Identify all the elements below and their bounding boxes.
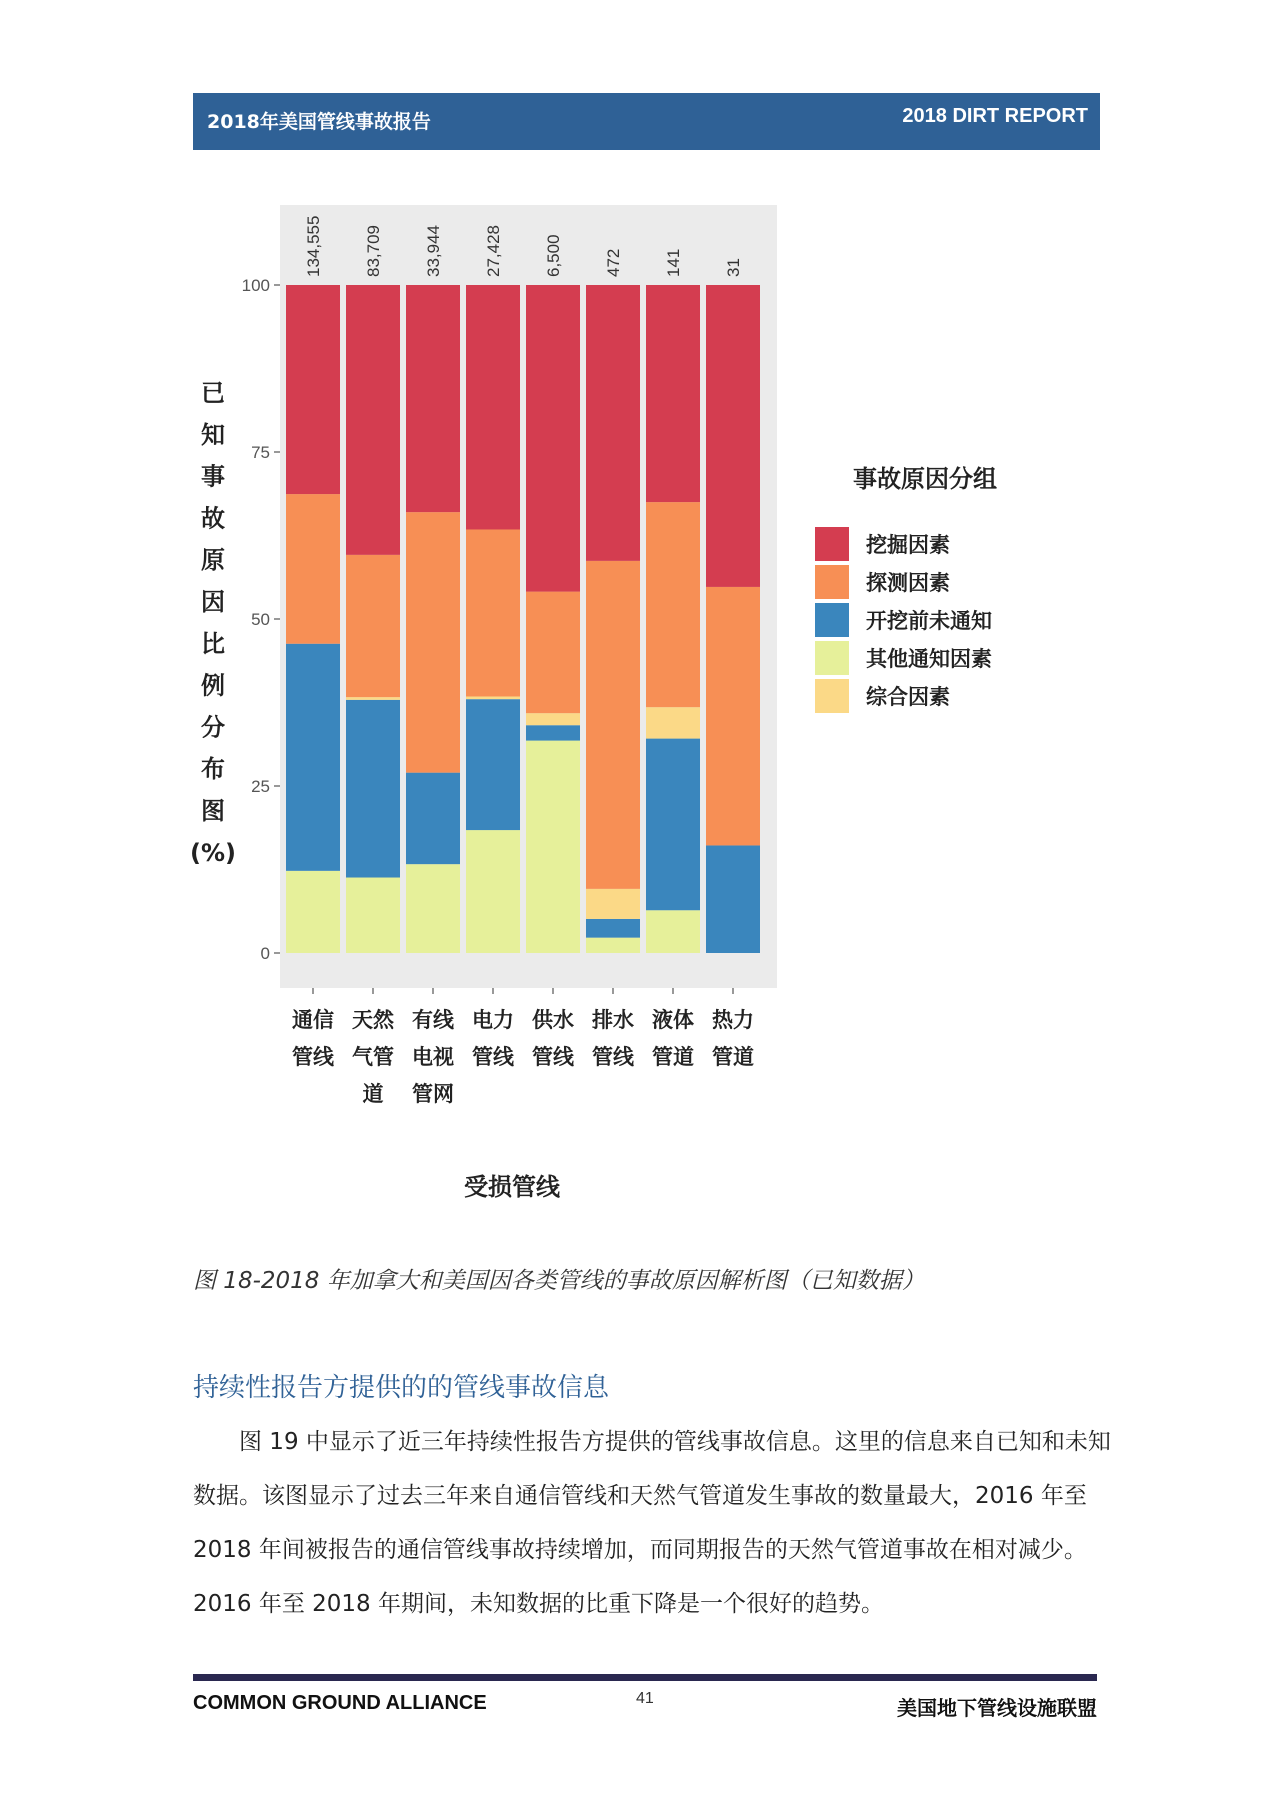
body-paragraph — [193, 1415, 1111, 1631]
bar-segment — [526, 741, 580, 953]
bar-count-label: 31 — [724, 258, 743, 277]
bar-count-label: 27,428 — [484, 225, 503, 277]
y-axis-title-char: 布 — [201, 755, 225, 784]
bar-segment — [466, 529, 520, 696]
bar-segment — [586, 919, 640, 938]
x-category-label: 排水 — [592, 1008, 634, 1032]
legend-title: 事故原因分组 — [853, 465, 997, 493]
page-header — [193, 93, 1100, 150]
bar-segment — [526, 285, 580, 592]
bar-segment — [406, 285, 460, 512]
bar-segment — [286, 644, 340, 871]
x-category-label: 通信 — [292, 1008, 334, 1032]
y-axis-title-char: 因 — [201, 588, 225, 616]
bar-segment — [346, 697, 400, 700]
bar-segment — [466, 699, 520, 830]
footer-org-cn: 美国地下管线设施联盟 — [897, 1696, 1097, 1720]
bar-count-label: 33,944 — [424, 225, 443, 277]
x-category-label: 天然 — [352, 1008, 394, 1032]
y-tick-label: 100 — [241, 276, 270, 295]
y-axis-title-char: 分 — [201, 713, 225, 742]
legend-swatch — [815, 527, 849, 561]
bar-segment — [346, 285, 400, 555]
legend-label: 挖掘因素 — [866, 533, 950, 557]
bar-segment — [346, 700, 400, 878]
bar-segment — [406, 773, 460, 865]
bar-segment — [706, 845, 760, 953]
report-title-cn: 2018年美国管线事故报告 — [207, 111, 431, 133]
bar-segment — [586, 889, 640, 919]
legend-swatch — [815, 679, 849, 713]
x-category-label: 管线 — [592, 1045, 634, 1069]
legend-label: 综合因素 — [866, 685, 950, 709]
bar-segment — [346, 555, 400, 697]
figure-caption: 图 18-2018 年加拿大和美国因各类管线的事故原因解析图（已知数据） — [193, 1268, 925, 1294]
bar-segment — [646, 910, 700, 953]
y-tick-label: 0 — [260, 944, 270, 963]
bar-segment — [586, 561, 640, 889]
x-category-label: 管道 — [652, 1045, 694, 1069]
legend-label: 开挖前未通知 — [866, 609, 992, 633]
x-category-label: 管网 — [412, 1082, 454, 1106]
y-axis-title-char: 事 — [201, 462, 225, 491]
bar-segment — [286, 494, 340, 644]
x-category-label: 气管 — [352, 1045, 394, 1069]
x-category-label: 液体 — [652, 1008, 694, 1032]
body-line: 2018 年间被报告的通信管线事故持续增加，而同期报告的天然气管道事故在相对减少。 — [193, 1537, 1087, 1563]
bar-count-label: 134,555 — [304, 215, 323, 277]
y-axis-title-char: 已 — [201, 379, 225, 407]
bar-segment — [586, 938, 640, 953]
bar-segment — [466, 830, 520, 953]
y-axis-title-char: 图 — [201, 797, 225, 825]
x-category-label: 管线 — [292, 1045, 334, 1069]
y-tick-label: 25 — [251, 777, 270, 796]
bar-count-label: 472 — [604, 248, 623, 277]
x-category-label: 管道 — [712, 1045, 754, 1069]
bar-segment — [466, 696, 520, 699]
body-line: 2016 年至 2018 年期间，未知数据的比重下降是一个很好的趋势。 — [193, 1591, 884, 1617]
legend-label: 其他通知因素 — [866, 647, 992, 671]
legend-swatch — [815, 641, 849, 675]
x-category-label: 电力 — [472, 1008, 514, 1032]
x-category-label: 供水 — [532, 1008, 574, 1032]
bar-segment — [406, 864, 460, 953]
y-axis-title-char: 例 — [201, 671, 225, 700]
bar-segment — [286, 871, 340, 953]
body-line: 数据。该图显示了过去三年来自通信管线和天然气管道发生事故的数量最大，2016 年至 — [193, 1483, 1087, 1509]
x-category-label: 有线 — [412, 1008, 454, 1032]
bar-segment — [646, 739, 700, 911]
section-title: 持续性报告方提供的的管线事故信息 — [193, 1373, 610, 1403]
legend-label: 探测因素 — [866, 571, 950, 595]
bar-segment — [526, 725, 580, 740]
bar-segment — [706, 587, 760, 846]
page-number: 41 — [636, 1690, 654, 1707]
y-axis-title-char: 知 — [201, 420, 225, 449]
bar-segment — [646, 502, 700, 707]
x-category-label: 管线 — [532, 1045, 574, 1069]
bar-count-label: 141 — [664, 248, 683, 277]
bar-count-label: 6,500 — [544, 234, 563, 277]
stacked-bar-chart — [190, 195, 1040, 1225]
bar-segment — [646, 707, 700, 738]
y-tick-label: 50 — [251, 610, 270, 629]
y-axis-title-char: 原 — [201, 546, 225, 575]
y-axis-title-char: 比 — [201, 629, 225, 658]
bar-segment — [466, 285, 520, 529]
footer-org-en: COMMON GROUND ALLIANCE — [193, 1692, 487, 1714]
bar-segment — [286, 285, 340, 494]
footer-rule — [193, 1674, 1097, 1681]
bar-segment — [526, 592, 580, 714]
legend-swatch — [815, 603, 849, 637]
bar-segment — [586, 285, 640, 561]
bar-segment — [526, 713, 580, 725]
y-tick-label: 75 — [251, 443, 270, 462]
bar-segment — [346, 878, 400, 953]
x-category-label: 管线 — [472, 1045, 514, 1069]
report-title-en: 2018 DIRT REPORT — [902, 105, 1088, 127]
x-category-label: 热力 — [712, 1008, 754, 1032]
x-category-label: 电视 — [412, 1045, 454, 1069]
x-category-label: 道 — [362, 1082, 384, 1106]
x-axis-title: 受损管线 — [464, 1173, 560, 1201]
bar-count-label: 83,709 — [364, 225, 383, 277]
legend-swatch — [815, 565, 849, 599]
body-line: 图 19 中显示了近三年持续性报告方提供的管线事故信息。这里的信息来自已知和未知 — [193, 1429, 1111, 1455]
bar-segment — [406, 512, 460, 773]
bar-segment — [706, 285, 760, 587]
bar-segment — [646, 285, 700, 502]
y-axis-title-char: 故 — [201, 504, 225, 533]
y-axis-title-char: (%) — [190, 838, 236, 867]
